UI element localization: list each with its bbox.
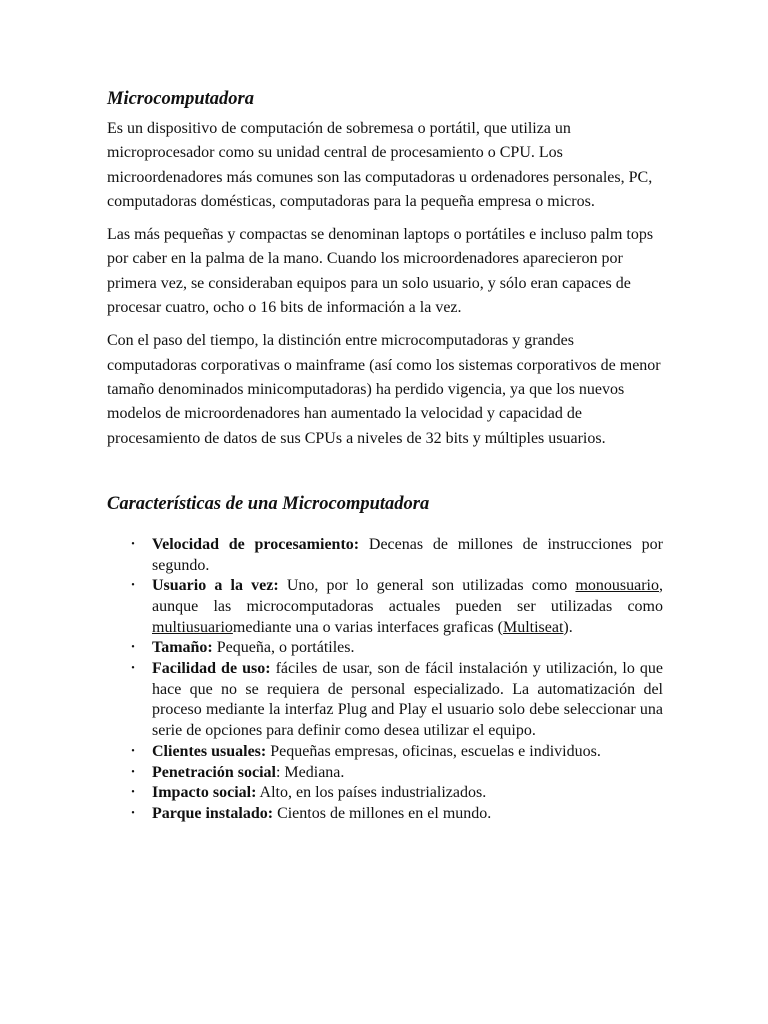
section-title: Microcomputadora — [107, 89, 254, 109]
item-text: Uno, por lo general son utilizadas como — [278, 577, 576, 595]
item-label: Clientes usuales: — [152, 742, 267, 760]
item-text: Cientos de millones en el mundo. — [273, 805, 492, 822]
item-text: Pequeñas empresas, oficinas, escuelas e individuos. — [266, 742, 601, 760]
item-text: Alto, en los países industrializados. — [256, 784, 487, 802]
bullet-icon: • — [131, 787, 135, 799]
bullet-icon: • — [131, 538, 135, 550]
list-item — [107, 763, 663, 784]
document-page — [107, 86, 663, 825]
item-text: Pequeña, o portátiles. — [212, 639, 355, 657]
bullet-icon: • — [131, 663, 135, 675]
multiseat-link[interactable]: Multiseat — [502, 618, 564, 636]
multiusuario-link[interactable]: multiusuario — [152, 618, 233, 636]
list-item — [107, 535, 663, 576]
bullet-icon: • — [131, 580, 135, 592]
paragraph: Es un dispositivo de computación de sobremesa o portátil, que utiliza un microprocesador como su unidad central de procesamiento o CPU. Los microordenadores más comunes son las computadoras u ordenadores personales, PC, computadoras domésticas, computadoras para la pequeña empresa o micros. — [107, 120, 653, 210]
item-label: Parque instalado: — [152, 805, 274, 822]
paragraph: Las más pequeñas y compactas se denominan laptops o portátiles e incluso palm tops por caber en la palma de la mano. Cuando los microordenadores aparecieron por primera vez, se consideraban equipos para un solo usuario, y sólo eran capaces de procesar cuatro, ocho o 16 bits de información a la vez. — [107, 226, 654, 317]
item-text: ). — [563, 618, 573, 636]
item-label: Velocidad de procesamiento: — [152, 535, 360, 553]
item-text: fáciles de usar, son de fácil instalación y utilización, lo que hace que no se requiera de personal especializado. La automatización del proceso mediante la interfaz Plug and Play el usuario solo debe seleccionar una serie de opciones para definir como desea utilizar el equipo. — [152, 660, 663, 740]
item-label: Tamaño: — [152, 639, 213, 657]
list-item — [107, 783, 663, 804]
bullet-icon: • — [131, 808, 135, 819]
item-text: : Mediana. — [275, 763, 345, 781]
item-label: Penetración social — [152, 763, 276, 781]
item-label: Usuario a la vez: — [152, 577, 279, 595]
item-label: Impacto social: — [152, 784, 257, 802]
paragraph: Con el paso del tiempo, la distinción entre microcomputadoras y grandes computadoras corporativas o mainframe (así como los sistemas corporativos de menor tamaño denominados minicomputadoras) ha perdido vigencia, ya que los nuevos modelos de microordenadores han aumentado la velocidad y capacidad de procesamiento de datos de sus CPUs a niveles de 32 bits y múltiples usuarios. — [107, 332, 661, 447]
item-text: mediante una o varias interfaces graficas ( — [232, 618, 503, 636]
list-item — [107, 638, 663, 659]
list-item — [107, 742, 663, 763]
features-list — [107, 535, 663, 825]
bullet-icon: • — [131, 766, 135, 778]
item-text: , aunque las microcomputadoras actuales pueden ser utilizadas como — [152, 577, 663, 615]
monousuario-link[interactable]: monousuario — [575, 577, 659, 595]
bullet-icon: • — [131, 745, 135, 757]
item-label: Facilidad de uso: — [152, 660, 271, 678]
section-title: Características de una Microcomputadora — [107, 493, 430, 514]
list-item — [107, 804, 663, 825]
list-item — [107, 659, 663, 742]
list-item — [107, 576, 663, 638]
item-text: Decenas de millones de instrucciones por segundo. — [152, 535, 664, 574]
bullet-icon: • — [131, 642, 135, 654]
